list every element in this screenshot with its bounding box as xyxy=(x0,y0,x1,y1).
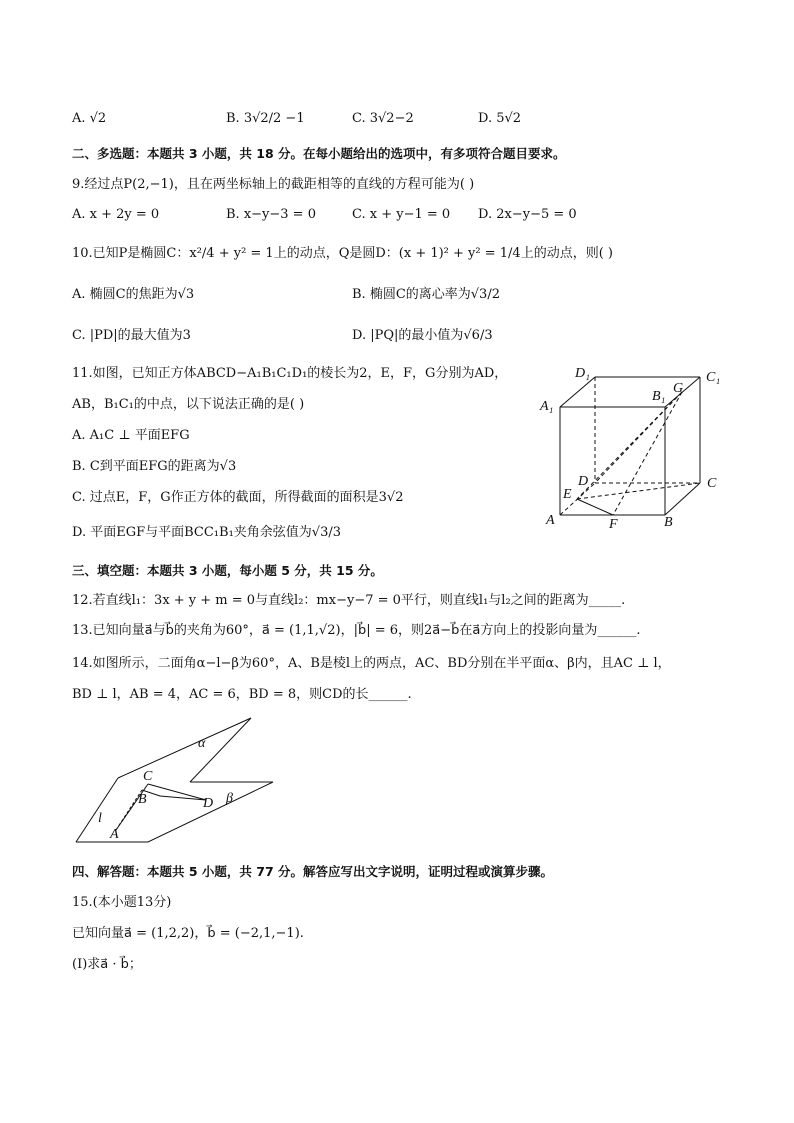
q11-option-c: C. 过点E，F，G作正方体的截面，所得截面的面积是3√2 xyxy=(72,490,404,505)
cube-label-a: A xyxy=(546,513,555,528)
cube-label-a1: A₁ xyxy=(540,399,554,414)
q11-option-d: D. 平面EGF与平面BCC₁B₁夹角余弦值为√3/3 xyxy=(72,525,341,540)
q10-option-a: A. 椭圆C的焦距为√3 xyxy=(72,287,195,302)
dihedral-label-alpha: α xyxy=(198,736,206,751)
q11-option-b: B. C到平面EFG的距离为√3 xyxy=(72,459,237,474)
cube-label-c1: C₁ xyxy=(706,370,721,385)
q10-option-d: D. |PQ|的最小值为√6/3 xyxy=(352,328,493,343)
cube-label-d1: D₁ xyxy=(575,366,590,381)
q10-option-b: B. 椭圆C的离心率为√3/2 xyxy=(352,287,500,302)
q9-option-b: B. x−y−3 = 0 xyxy=(226,207,316,222)
dihedral-label-beta: β xyxy=(226,791,233,806)
q15-part-1: (Ⅰ)求a⃗ · b⃗； xyxy=(72,957,142,972)
q8-option-a: A. √2 xyxy=(72,111,107,126)
q14-line-2: BD ⊥ l，AB = 4，AC = 6，BD = 8，则CD的长______. xyxy=(72,687,412,702)
q10-stem: 10.已知P是椭圆C：x²/4 + y² = 1上的动点，Q是圆D：(x + 1)² + y² = 1/4上的动点，则( ) xyxy=(72,246,613,261)
q13-text: 13.已知向量a⃗与b⃗的夹角为60°，a⃗ = (1,1,√2)，|b⃗| = 6，则2a⃗−b⃗在a⃗方向上的投影向量为______. xyxy=(72,623,641,638)
q11-option-a: A. A₁C ⊥ 平面EFG xyxy=(72,428,190,443)
section-2-header: 二、多选题：本题共 3 小题，共 18 分。在每小题给出的选项中，有多项符合题目要求。 xyxy=(72,146,566,161)
dihedral-label-a: A xyxy=(110,827,119,842)
q14-line-1: 14.如图所示，二面角α−l−β为60°，A、B是棱l上的两点，AC、BD分别在半平面α、β内，且AC ⊥ l， xyxy=(72,656,671,671)
cube-label-g: G xyxy=(673,381,684,396)
q8-option-d: D. 5√2 xyxy=(478,111,522,126)
dihedral-label-d: D xyxy=(203,796,214,811)
q15-header: 15.(本小题13分) xyxy=(72,895,172,910)
cube-label-c: C xyxy=(707,476,717,491)
q8-option-b: B. 3√2/2 −1 xyxy=(226,111,305,126)
q9-option-c: C. x + y−1 = 0 xyxy=(352,207,451,222)
cube-label-b: B xyxy=(664,515,673,530)
q11-stem-line-2: AB，B₁C₁的中点，以下说法正确的是( ) xyxy=(72,397,305,412)
dihedral-label-l: l xyxy=(98,811,102,826)
dihedral-figure xyxy=(68,712,283,847)
dihedral-label-c: C xyxy=(143,769,153,784)
q9-option-a: A. x + 2y = 0 xyxy=(72,207,160,222)
q8-option-c: C. 3√2−2 xyxy=(352,111,414,126)
section-4-header: 四、解答题：本题共 5 小题，共 77 分。解答应写出文字说明，证明过程或演算步骤。 xyxy=(72,864,554,879)
cube-figure xyxy=(530,360,730,535)
q15-given: 已知向量a⃗ = (1,2,2)，b⃗ = (−2,1,−1). xyxy=(72,926,304,941)
q10-option-c: C. |PD|的最大值为3 xyxy=(72,328,191,343)
q9-stem: 9.经过点P(2,−1)，且在两坐标轴上的截距相等的直线的方程可能为( ) xyxy=(72,177,475,192)
cube-label-e: E xyxy=(563,487,572,502)
q12-text: 12.若直线l₁：3x + y + m = 0与直线l₂：mx−y−7 = 0平行，则直线l₁与l₂之间的距离为_____. xyxy=(72,593,626,608)
cube-label-f: F xyxy=(609,517,618,532)
q11-stem-line-1: 11.如图，已知正方体ABCD−A₁B₁C₁D₁的棱长为2，E，F，G分别为AD， xyxy=(72,366,508,381)
cube-label-d: D xyxy=(578,474,589,489)
q9-option-d: D. 2x−y−5 = 0 xyxy=(478,207,577,222)
cube-label-b1: B₁ xyxy=(652,389,666,404)
section-3-header: 三、填空题：本题共 3 小题，每小题 5 分，共 15 分。 xyxy=(72,563,383,578)
dihedral-label-b: B xyxy=(138,792,147,807)
